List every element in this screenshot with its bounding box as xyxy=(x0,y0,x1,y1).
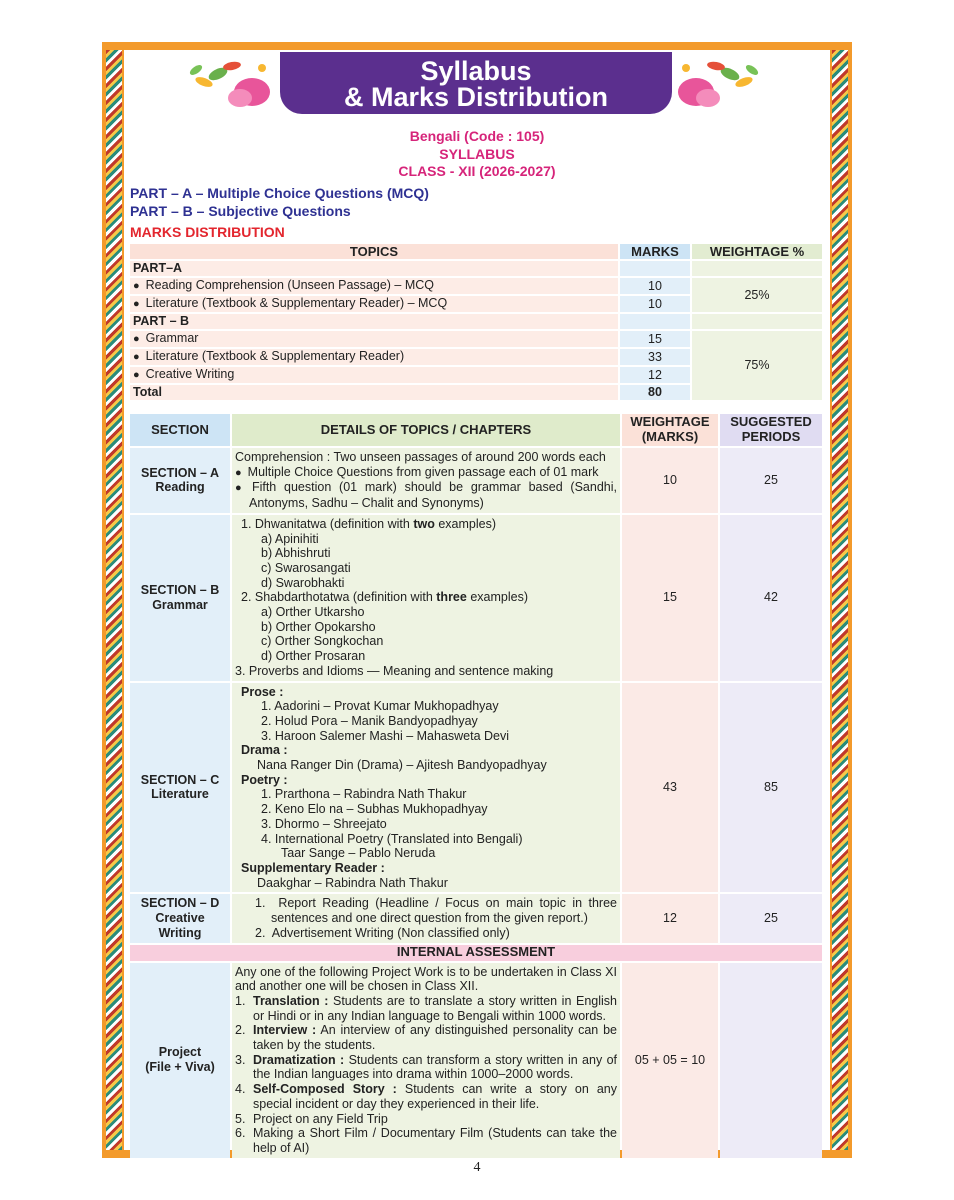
details-header: DETAILS OF TOPICS / CHAPTERS xyxy=(232,414,620,446)
marks-distribution-heading: MARKS DISTRIBUTION xyxy=(130,224,285,240)
topics-header: TOPICS xyxy=(130,244,618,259)
section-d-cell: SECTION – D Creative Writing xyxy=(130,894,230,942)
suggested-periods-header: SUGGESTED PERIODS xyxy=(720,414,822,446)
marks-header: MARKS xyxy=(620,244,690,259)
flower-decoration-icon xyxy=(670,54,766,112)
table-row xyxy=(130,515,822,681)
table-row xyxy=(130,963,822,1158)
periods-cell xyxy=(720,963,822,1158)
project-details: Any one of the following Project Work is to be undertaken in Class XI and another one will be chosen in Class XII. 1. Translation : Students are to translate a story written in English or Hindi or in any Indian language to Bengali within 1000 words. 2. Interview : An interview of any distinguished personality can be taken by the students. 3. Dramatization : Students can transform a story written in any of the Indian languages into drama within 1000–2000 words. 4. Self-Composed Story : Students can write a story on any special incident or day they experienced in their life. 5. Project on any Field Trip 6. Making a Short Film / Documentary Film (Students can take the help of AI) xyxy=(232,963,620,1158)
section-c-details: Prose : 1. Aadorini – Provat Kumar Mukhopadhyay 2. Holud Pora – Manik Bandyopadhyay 3. Haroon Salemer Mashi – Mahasweta Devi Drama : Nana Ranger Din (Drama) – Ajitesh Bandyopadhyay Poetry : 1. Prarthona – Rabindra Nath Thakur 2. Keno Elo na – Subhas Mukhopadhyay 3. Dhormo – Shreejato 4. International Poetry (Translated into Bengali) Taar Sange – Pablo Neruda Supplementary Reader : Daakghar – Rabindra Nath Thakur xyxy=(232,683,620,893)
part-b-row-label: PART – B xyxy=(130,314,618,329)
topic-cell: ● Grammar xyxy=(130,331,618,347)
marks-cell: 33 xyxy=(620,349,690,365)
table-row xyxy=(130,945,822,961)
section-b-details: 1. Dhwanitatwa (definition with two examples) a) Apinihiti b) Abhishruti c) Swarosangati d) Swarobhakti 2. Shabdarthotatwa (definition with three examples) a) Orther Utkarsho b) Orther Opokarsho c) Orther Songkochan d) Orther Prosaran 3. Proverbs and Idioms — Meaning and sentence making xyxy=(232,515,620,681)
marks-cell: 10 xyxy=(620,278,690,294)
page-number: 4 xyxy=(473,1160,481,1175)
table-row xyxy=(130,683,822,893)
part-b-label: PART – B – Subjective Questions xyxy=(130,203,351,219)
decorative-border-right xyxy=(832,50,848,1150)
weightage-cell: 10 xyxy=(622,448,718,513)
syllabus-details-table xyxy=(128,412,824,1160)
table-row xyxy=(130,314,822,329)
periods-cell: 25 xyxy=(720,894,822,942)
internal-assessment-heading: INTERNAL ASSESSMENT xyxy=(130,945,822,961)
table-row xyxy=(130,261,822,276)
marks-cell: 15 xyxy=(620,331,690,347)
syllabus-label: SYLLABUS xyxy=(439,146,515,162)
banner-line-1: Syllabus xyxy=(420,56,532,86)
marks-cell: 10 xyxy=(620,296,690,312)
marks-distribution-table xyxy=(128,242,824,402)
weightage-cell: 43 xyxy=(622,683,718,893)
section-d-details: 1. Report Reading (Headline / Focus on main topic in three sentences and one direct question from the given report.) 2. Advertisement Writing (Non classified only) xyxy=(232,894,620,942)
weightage-cell: 75% xyxy=(692,331,822,400)
weightage-cell: 12 xyxy=(622,894,718,942)
marks-cell: 12 xyxy=(620,367,690,383)
section-c-cell: SECTION – C Literature xyxy=(130,683,230,893)
total-marks: 80 xyxy=(620,385,690,400)
periods-cell: 42 xyxy=(720,515,822,681)
weightage-cell: 05 + 05 = 10 xyxy=(622,963,718,1158)
topic-cell: ● Reading Comprehension (Unseen Passage) – MCQ xyxy=(130,278,618,294)
section-a-cell: SECTION – A Reading xyxy=(130,448,230,513)
subject-name: Bengali (Code : 105) xyxy=(409,128,545,144)
section-a-details: Comprehension : Two unseen passages of around 200 words each ● Multiple Choice Questions from given passage each of 01 mark ● Fifth question (01 mark) should be grammar based (Sandhi, Antonyms, Sadhu – Chalit and Synonyms) xyxy=(232,448,620,513)
section-b-cell: SECTION – B Grammar xyxy=(130,515,230,681)
title-banner xyxy=(280,52,672,114)
part-a-label: PART – A – Multiple Choice Questions (MCQ) xyxy=(130,185,429,201)
table-row xyxy=(130,894,822,942)
periods-cell: 25 xyxy=(720,448,822,513)
class-label: CLASS - XII (2026-2027) xyxy=(398,163,556,179)
topic-cell: ● Literature (Textbook & Supplementary Reader) xyxy=(130,349,618,365)
page-frame xyxy=(102,42,852,1158)
decorative-border-left xyxy=(106,50,122,1150)
project-cell: Project (File + Viva) xyxy=(130,963,230,1158)
table-row xyxy=(130,331,822,347)
weightage-marks-header: WEIGHTAGE (MARKS) xyxy=(622,414,718,446)
periods-cell: 85 xyxy=(720,683,822,893)
banner-line-2: & Marks Distribution xyxy=(343,82,609,112)
flower-decoration-icon xyxy=(182,54,278,112)
table-header-row xyxy=(130,414,822,446)
table-row xyxy=(130,448,822,513)
table-row xyxy=(130,278,822,294)
table-header-row xyxy=(130,244,822,259)
total-label: Total xyxy=(130,385,618,400)
section-header: SECTION xyxy=(130,414,230,446)
topic-cell: ● Literature (Textbook & Supplementary Reader) – MCQ xyxy=(130,296,618,312)
page-content xyxy=(124,50,830,1155)
weightage-cell: 15 xyxy=(622,515,718,681)
weightage-cell: 25% xyxy=(692,278,822,312)
weightage-header: WEIGHTAGE % xyxy=(692,244,822,259)
topic-cell: ● Creative Writing xyxy=(130,367,618,383)
part-a-row-label: PART–A xyxy=(130,261,618,276)
